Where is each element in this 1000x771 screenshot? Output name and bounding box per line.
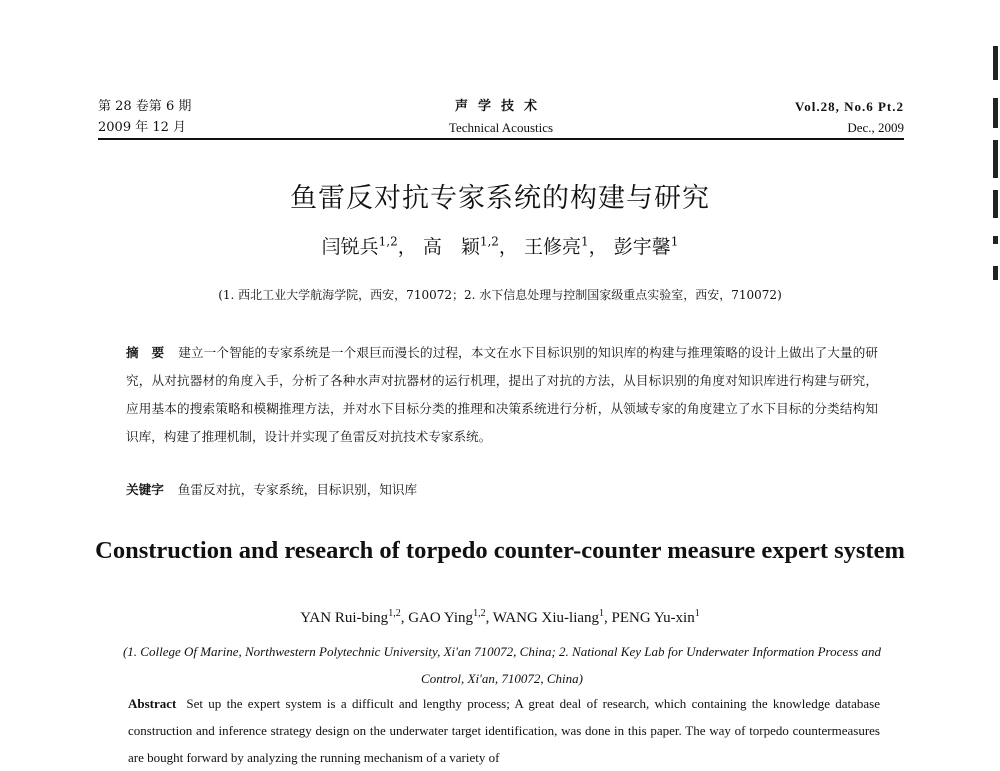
affiliation-en: (1. College Of Marine, Northwestern Polytechnic University, Xi'an 710072, China; 2. National Key Lab for Underwater Information Process and Control, Xi'an, 710072, China) [122,644,882,686]
keywords-zh [126,478,878,502]
author-separator: ， [588,236,608,258]
author-name: GAO Ying [408,610,474,626]
header-journal-name [98,96,904,138]
journal-name-zh: 声学技术 [454,99,547,114]
abstract-label-en: Abstract [128,696,177,711]
header-date-zh: 2009 年 12 月 [98,120,187,135]
author-name: 彭宇馨 [613,236,671,258]
author-name: PENG Yu-xin [611,610,695,626]
affiliation-zh: (1. 西北工业大学航海学院，西安，710072；2. 水下信息处理与控制国家级重点实验室，西安，710072) [218,288,782,302]
author-affiliation-mark: 1,2 [473,608,486,619]
author-affiliation-mark: 1 [670,234,679,249]
abstract-text-en: Set up the expert system is a difficult and lengthy process; A great deal of research, which containing the knowledge database construction and inference strategy design on the underwater target identification, was done in this paper. The way of torpedo countermeasures are bought forward by analyzing the running mechanism of a variety of [128,696,880,765]
author-affiliation-mark: 1 [581,234,589,249]
author-affiliation-mark: 1 [694,608,700,619]
edge-mark [993,98,998,128]
author-affiliation-mark: 1,2 [388,608,401,619]
author-separator: ， [397,236,417,258]
author-affiliation-mark: 1,2 [479,234,499,249]
abstract-zh [126,339,878,451]
author-name: 王修亮 [523,236,581,258]
journal-header [98,96,904,140]
paper-title-en: Construction and research of torpedo counter-counter measure expert system [95,537,905,564]
keywords-label-zh: 关键字 [126,482,164,497]
author-name: WANG Xiu-liang [492,610,600,626]
header-rule [98,138,904,140]
header-volume-en: Vol.28, No.6 Pt.2 [795,99,904,114]
author-affiliation-mark: 1 [599,608,605,619]
edge-mark [993,266,998,280]
author-name: 高 颖 [422,236,480,258]
author-name: YAN Rui-bing [300,610,389,626]
edge-mark [993,140,998,178]
author-separator: , [400,610,409,626]
author-list-en [0,608,1000,627]
author-separator: ， [498,236,518,258]
abstract-en [128,690,880,771]
author-separator: , [604,610,612,626]
keywords-text-zh: 鱼雷反对抗，专家系统，目标识别，知识库 [177,482,418,497]
header-issue-info-en [795,96,904,138]
page-edge-marks [988,40,1000,300]
paper-title-zh: 鱼雷反对抗专家系统的构建与研究 [290,183,710,214]
author-name: 闫锐兵 [321,236,379,258]
abstract-text-zh: 建立一个智能的专家系统是一个艰巨而漫长的过程，本文在水下目标识别的知识库的构建与推理策略的设计上做出了大量的研究，从对抗器材的角度入手，分析了各种水声对抗器材的运行机理，提出了对抗的方法，从目标识别的角度对知识库进行构建与研究，应用基本的搜索策略和模糊推理方法，并对水下目标分类的推理和决策系统进行分析，从领域专家的角度建立了水下目标的分类结构知识库，构建了推理机制，设计并实现了鱼雷反对抗技术专家系统。 [126,345,879,444]
abstract-label-zh: 摘 要 [126,345,165,360]
author-list-zh [0,232,1000,259]
journal-name-en: Technical Acoustics [448,120,554,135]
header-date-en: Dec., 2009 [847,120,904,135]
edge-mark [993,46,998,80]
author-affiliation-mark: 1,2 [378,234,398,249]
author-separator: , [485,610,493,626]
header-volume-zh: 第 28 卷第 6 期 [98,99,192,114]
